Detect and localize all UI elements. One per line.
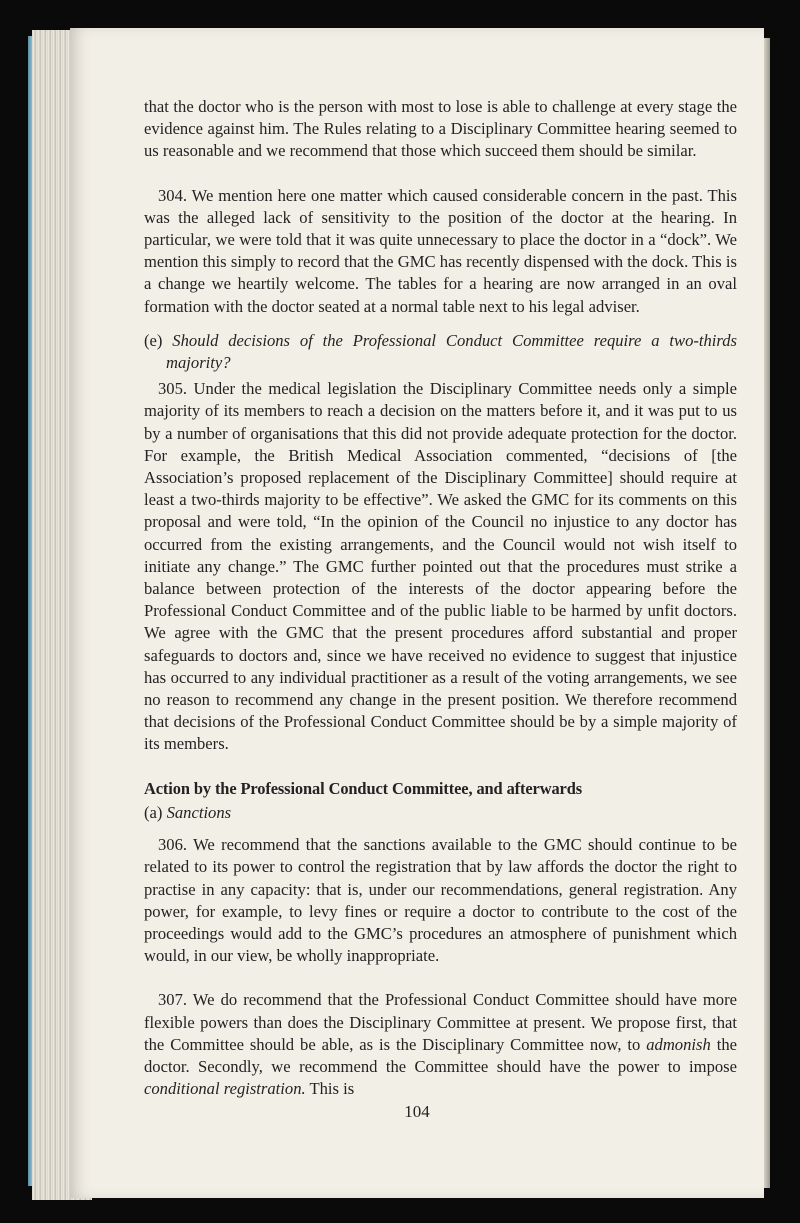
paragraph-continuation: that the doctor who is the person with most to lose is able to challenge at every stage the evidence against him. The Rules relating to a Disciplinary Committee hearing seemed to us reasonable and we recommend that those which succeed them should be similar. [144, 97, 737, 161]
sub-heading-a [144, 802, 737, 824]
heading-e-text: Should decisions of the Professional Conduct Committee require a two-thirds majority? [166, 330, 738, 373]
sub-heading-a-label: Sanctions [166, 802, 232, 822]
page-text [144, 96, 737, 1100]
sub-heading-a-tag: (a) [144, 802, 163, 822]
paragraph-307-conditional: conditional registration. [144, 1079, 306, 1099]
heading-e-tag: (e) [144, 330, 163, 350]
heading-e [144, 330, 737, 374]
paragraph-307-admonish: admonish [646, 1034, 711, 1054]
paragraph-307-part1: 307. We do recommend that the Professional Conduct Committee should have more flexible powers than does the Disciplinary Committee at present. We propose first, that the Committee should be able, as is the Disciplinary Committee now, to [144, 990, 737, 1054]
page-number: 104 [404, 1102, 430, 1121]
paragraph-307-part3: This is [309, 1079, 355, 1099]
paragraph-305: 305. Under the medical legislation the Disciplinary Committee needs only a simple majority of its members to reach a decision on the matters before it, and it was put to us by a number of organisations that this did not provide adequate protection for the doctor. For example, the British Medical Association commented, “decisions of [the Association’s proposed replacement of the Disciplinary Committee] should require at least a two-thirds majority to be effective”. We asked the GMC for its comments on this proposal and were told, “In the opinion of the Council no injustice to any doctor has occurred from the existing arrangements, and the Council would not wish itself to initiate any change.” The GMC further pointed out that the procedures must strike a balance between protection of the interests of the doctor appearing before the Professional Conduct Committee and of the public liable to be harmed by unfit doctors. We agree with the GMC that the present procedures afford substantial and proper safeguards to doctors and, since we have received no evidence to suggest that injustice has occurred to any individual practitioner as a result of the voting arrangements, we see no reason to recommend any change in the present position. We therefore recommend that decisions of the Professional Conduct Committee should be by a simple majority of its members. [144, 379, 737, 754]
paragraph-307 [144, 989, 737, 1100]
paragraph-307-part2: the doctor. Secondly, we recommend the Committee should have the power to impose [144, 1034, 737, 1076]
page-right-edge [764, 38, 770, 1188]
paragraph-304: 304. We mention here one matter which caused considerable concern in the past. This was the alleged lack of sensitivity to the position of the doctor at the hearing. In particular, we were told that it was quite unnecessary to place the doctor in a “dock”. We mention this simply to record that the GMC has recently dispensed with the dock. This is a change we heartily welcome. The tables for a hearing are now arranged in an oval formation with the doctor seated at a normal table next to his legal adviser. [144, 185, 737, 316]
section-heading: Action by the Professional Conduct Committee, and afterwards [144, 778, 583, 798]
paragraph-306: 306. We recommend that the sanctions available to the GMC should continue to be related to its power to control the registration that by law affords the doctor the right to practise in any capacity: that is, under our recommendations, general registration. Any power, for example, to levy fines or require a doctor to contribute to the cost of the proceedings would add to the GMC’s procedures an atmosphere of punishment which would, in our view, be wholly inappropriate. [144, 835, 737, 966]
